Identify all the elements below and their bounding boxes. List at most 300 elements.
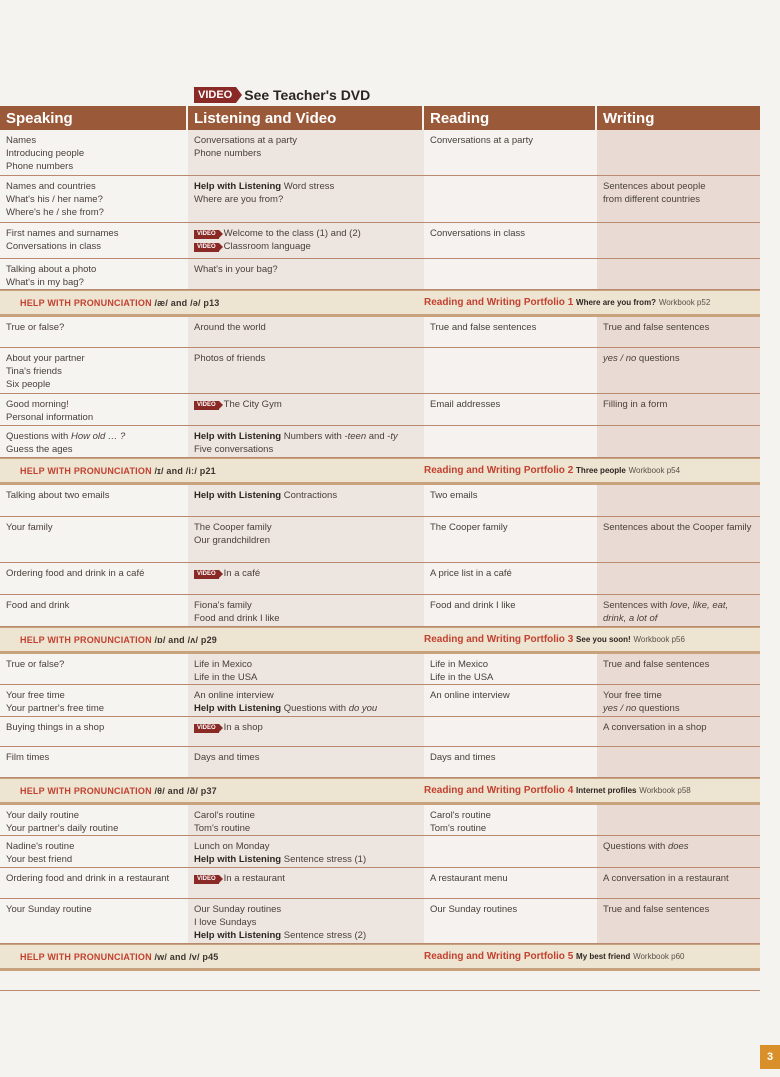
pron-symbol: /ə/ — [190, 297, 201, 308]
speaking-line: Your daily routine — [6, 810, 80, 821]
speaking-line — [6, 430, 184, 443]
reading-cell — [424, 348, 597, 393]
pron-page: p37 — [200, 785, 217, 796]
speaking-line: Talking about a photo — [6, 264, 97, 275]
table-row — [0, 595, 760, 627]
listening-line: Photos of friends — [194, 353, 266, 364]
help-topic: Word stress — [281, 181, 335, 192]
writing-part: Questions with — [603, 841, 668, 852]
portfolio-title: Where are you from? — [576, 298, 657, 307]
pron-heading: HELP WITH PRONUNCIATION — [20, 785, 152, 796]
listening-line: Conversations at a party — [194, 135, 297, 146]
pronunciation-label — [0, 635, 424, 645]
portfolio-heading: Reading and Writing Portfolio 1 — [424, 297, 574, 308]
portfolio-label — [424, 634, 685, 645]
speaking-italic: How old … ? — [70, 431, 126, 442]
reading-line: An online interview — [430, 690, 510, 701]
writing-line: True and false sentences — [603, 659, 710, 670]
pron-symbol: /v/ — [189, 951, 200, 962]
pron-and: and — [169, 951, 187, 962]
table-row — [0, 485, 760, 517]
reading-line: Food and drink I like — [430, 600, 516, 611]
speaking-line: What's his / her name? — [6, 194, 103, 205]
writing-cell — [597, 394, 760, 425]
reading-cell — [424, 394, 597, 425]
portfolio-workbook: Workbook p60 — [633, 952, 685, 961]
writing-line: True and false sentences — [603, 904, 710, 915]
listening-cell — [188, 654, 424, 684]
speaking-cell — [0, 259, 188, 289]
speaking-cell — [0, 485, 188, 516]
speaking-line: Buying things in a shop — [6, 722, 105, 733]
listening-cell — [188, 348, 424, 393]
speaking-text: Questions with — [6, 431, 71, 442]
reading-line: Email addresses — [430, 399, 501, 410]
video-line — [194, 240, 420, 253]
legend-text: See Teacher's DVD — [244, 87, 371, 103]
listening-cell — [188, 259, 424, 289]
speaking-line: Talking about two emails — [6, 490, 110, 501]
speaking-line: Where's he / she from? — [6, 207, 104, 218]
portfolio-heading: Reading and Writing Portfolio 3 — [424, 634, 574, 645]
reading-line: A price list in a café — [430, 568, 512, 579]
writing-line — [603, 352, 756, 365]
writing-cell — [597, 317, 760, 347]
help-label: Help with Listening — [194, 703, 282, 714]
table-row — [0, 685, 760, 717]
speaking-cell — [0, 685, 188, 716]
table-row — [0, 868, 760, 899]
help-with-listening — [194, 702, 420, 715]
reading-line: A restaurant menu — [430, 873, 508, 884]
speaking-cell — [0, 317, 188, 347]
writing-part: love, like, eat, — [670, 600, 729, 611]
help-topic-part: ty — [390, 431, 398, 442]
video-line — [194, 721, 420, 734]
help-topic: Sentence stress (2) — [281, 930, 367, 941]
pron-and: and — [167, 785, 185, 796]
speaking-line: Names — [6, 135, 37, 146]
speaking-cell — [0, 426, 188, 457]
writing-cell — [597, 517, 760, 562]
pronunciation-band — [0, 944, 760, 971]
listening-line: Where are you from? — [194, 194, 284, 205]
help-topic-part: and - — [366, 431, 391, 442]
listening-cell — [188, 130, 424, 175]
listening-line: Phone numbers — [194, 148, 262, 159]
listening-cell — [188, 394, 424, 425]
speaking-line: Phone numbers — [6, 161, 74, 172]
writing-part: yes / no — [603, 703, 637, 714]
reading-line: Our Sunday routines — [430, 904, 518, 915]
help-with-listening — [194, 180, 420, 193]
listening-line: Around the world — [194, 322, 266, 333]
writing-cell — [597, 685, 760, 716]
pron-page: p13 — [203, 297, 220, 308]
speaking-line: Good morning! — [6, 399, 69, 410]
writing-part: Sentences with — [603, 600, 671, 611]
pronunciation-band — [0, 458, 760, 485]
portfolio-workbook: Workbook p58 — [639, 786, 691, 795]
portfolio-heading: Reading and Writing Portfolio 2 — [424, 465, 574, 476]
header-reading: Reading — [424, 106, 597, 130]
speaking-cell — [0, 517, 188, 562]
reading-cell — [424, 317, 597, 347]
listening-cell — [188, 899, 424, 943]
reading-cell — [424, 426, 597, 457]
contents-table — [0, 106, 760, 971]
speaking-cell — [0, 176, 188, 222]
speaking-cell — [0, 595, 188, 626]
help-topic: Numbers with - — [281, 431, 348, 442]
portfolio-title: My best friend — [576, 952, 631, 961]
writing-line: Filling in a form — [603, 399, 668, 410]
listening-line: Fiona's family — [194, 600, 252, 611]
speaking-cell — [0, 836, 188, 867]
table-row — [0, 426, 760, 458]
reading-cell — [424, 176, 597, 222]
writing-cell — [597, 485, 760, 516]
video-badge: VIDEO — [194, 87, 236, 103]
listening-cell — [188, 868, 424, 898]
speaking-line: About your partner — [6, 353, 85, 364]
portfolio-label — [424, 465, 680, 476]
reading-line: Life in Mexico — [430, 659, 489, 670]
writing-line: drink, a lot of — [603, 613, 658, 624]
reading-cell — [424, 747, 597, 777]
writing-line: True and false sentences — [603, 322, 710, 333]
video-line — [194, 872, 420, 885]
speaking-line: Food and drink — [6, 600, 70, 611]
listening-line: Life in Mexico — [194, 659, 253, 670]
pron-symbol: /ʌ/ — [187, 634, 199, 645]
writing-line — [603, 599, 756, 612]
pronunciation-label — [0, 786, 424, 796]
listening-line: Life in the USA — [194, 672, 258, 683]
pron-symbol: /θ/ — [154, 785, 165, 796]
writing-line: A conversation in a restaurant — [603, 873, 729, 884]
video-line — [194, 227, 420, 240]
help-label: Help with Listening — [194, 431, 282, 442]
help-label: Help with Listening — [194, 930, 282, 941]
help-label: Help with Listening — [194, 490, 282, 501]
writing-part: yes / no — [603, 353, 637, 364]
help-topic: Questions with — [281, 703, 349, 714]
video-title: In a shop — [223, 722, 263, 733]
video-title: Welcome to the class (1) and (2) — [223, 228, 361, 239]
reading-cell — [424, 563, 597, 594]
portfolio-workbook: Workbook p56 — [633, 635, 685, 644]
writing-part: questions — [636, 703, 680, 714]
table-row — [0, 717, 760, 747]
speaking-cell — [0, 717, 188, 746]
help-label: Help with Listening — [194, 181, 282, 192]
help-label: Help with Listening — [194, 854, 282, 865]
listening-cell — [188, 836, 424, 867]
speaking-line: Your family — [6, 522, 53, 533]
writing-line: from different countries — [603, 194, 700, 205]
speaking-line: Your best friend — [6, 854, 73, 865]
pron-symbol: /ɒ/ — [154, 634, 166, 645]
listening-cell — [188, 485, 424, 516]
writing-cell — [597, 899, 760, 943]
pronunciation-band — [0, 627, 760, 654]
pron-page: p45 — [202, 951, 219, 962]
writing-cell — [597, 836, 760, 867]
listening-cell — [188, 426, 424, 457]
listening-line: Lunch on Monday — [194, 841, 270, 852]
reading-cell — [424, 259, 597, 289]
writing-cell — [597, 595, 760, 626]
video-line — [194, 567, 420, 580]
help-with-listening — [194, 853, 420, 866]
listening-line: Food and drink I like — [194, 613, 280, 624]
reading-cell — [424, 485, 597, 516]
reading-cell — [424, 685, 597, 716]
video-title: Classroom language — [223, 241, 311, 252]
portfolio-label — [424, 297, 710, 308]
video-badge: VIDEO — [194, 230, 219, 239]
listening-cell — [188, 563, 424, 594]
pron-heading: HELP WITH PRONUNCIATION — [20, 951, 152, 962]
writing-line: A conversation in a shop — [603, 722, 707, 733]
writing-line: Sentences about the Cooper family — [603, 522, 752, 533]
reading-line: Days and times — [430, 752, 496, 763]
reading-line: The Cooper family — [430, 522, 508, 533]
speaking-line: Your Sunday routine — [6, 904, 92, 915]
listening-cell — [188, 747, 424, 777]
reading-line: True and false sentences — [430, 322, 537, 333]
writing-part: questions — [636, 353, 680, 364]
help-with-listening — [194, 929, 420, 942]
reading-line: Conversations at a party — [430, 135, 533, 146]
listening-line: The Cooper family — [194, 522, 272, 533]
listening-line: I love Sundays — [194, 917, 257, 928]
pron-page: p21 — [199, 465, 216, 476]
pron-heading: HELP WITH PRONUNCIATION — [20, 634, 152, 645]
listening-cell — [188, 717, 424, 746]
table-row — [0, 805, 760, 836]
reading-line: Conversations in class — [430, 228, 526, 239]
pron-heading: HELP WITH PRONUNCIATION — [20, 465, 152, 476]
video-legend — [194, 86, 370, 104]
listening-line: Our grandchildren — [194, 535, 271, 546]
listening-line: Tom's routine — [194, 823, 251, 834]
speaking-cell — [0, 394, 188, 425]
help-with-listening — [194, 430, 420, 443]
header-speaking: Speaking — [0, 106, 188, 130]
listening-cell — [188, 223, 424, 258]
speaking-cell — [0, 654, 188, 684]
pronunciation-band — [0, 778, 760, 805]
video-badge: VIDEO — [194, 875, 219, 884]
table-row — [0, 836, 760, 868]
video-badge: VIDEO — [194, 401, 219, 410]
portfolio-workbook: Workbook p54 — [628, 466, 681, 475]
portfolio-title: Three people — [576, 466, 626, 475]
writing-cell — [597, 259, 760, 289]
reading-cell — [424, 836, 597, 867]
reading-cell — [424, 130, 597, 175]
speaking-cell — [0, 747, 188, 777]
help-topic-part: do you — [348, 703, 378, 714]
video-badge: VIDEO — [194, 243, 219, 252]
reading-line: Carol's routine — [430, 810, 491, 821]
page-number: 3 — [760, 1045, 780, 1069]
pronunciation-label — [0, 952, 424, 962]
writing-line: Sentences about people — [603, 181, 706, 192]
speaking-cell — [0, 223, 188, 258]
video-title: In a café — [223, 568, 261, 579]
video-title: In a restaurant — [223, 873, 285, 884]
reading-cell — [424, 595, 597, 626]
writing-cell — [597, 348, 760, 393]
speaking-line: True or false? — [6, 659, 65, 670]
speaking-line: Ordering food and drink in a café — [6, 568, 145, 579]
pron-symbol: /ð/ — [186, 785, 199, 796]
table-row — [0, 899, 760, 944]
speaking-line: Personal information — [6, 412, 94, 423]
video-line — [194, 398, 420, 411]
listening-line: An online interview — [194, 690, 274, 701]
listening-line: What's in your bag? — [194, 264, 278, 275]
pron-and: and — [170, 297, 188, 308]
writing-cell — [597, 717, 760, 746]
table-row — [0, 223, 760, 259]
listening-line: Carol's routine — [194, 810, 255, 821]
table-row — [0, 176, 760, 223]
listening-line: Five conversations — [194, 444, 274, 455]
listening-cell — [188, 805, 424, 835]
speaking-cell — [0, 868, 188, 898]
speaking-line: Tina's friends — [6, 366, 62, 377]
reading-cell — [424, 654, 597, 684]
table-row — [0, 317, 760, 348]
listening-cell — [188, 685, 424, 716]
help-topic: Contractions — [281, 490, 338, 501]
writing-cell — [597, 805, 760, 835]
reading-line: Two emails — [430, 490, 478, 501]
table-row — [0, 563, 760, 595]
speaking-cell — [0, 348, 188, 393]
portfolio-label — [424, 951, 685, 962]
reading-cell — [424, 223, 597, 258]
speaking-line: Ordering food and drink in a restaurant — [6, 873, 170, 884]
portfolio-workbook: Workbook p52 — [658, 298, 711, 307]
table-end-rule — [0, 990, 760, 991]
speaking-line: Conversations in class — [6, 241, 102, 252]
pron-heading: HELP WITH PRONUNCIATION — [20, 297, 152, 308]
video-badge: VIDEO — [194, 570, 219, 579]
table-row — [0, 747, 760, 778]
listening-cell — [188, 317, 424, 347]
listening-cell — [188, 176, 424, 222]
video-title: The City Gym — [223, 399, 282, 410]
speaking-line: Film times — [6, 752, 50, 763]
reading-cell — [424, 899, 597, 943]
speaking-line: Your free time — [6, 690, 65, 701]
reading-cell — [424, 805, 597, 835]
writing-cell — [597, 747, 760, 777]
speaking-cell — [0, 805, 188, 835]
writing-cell — [597, 563, 760, 594]
pronunciation-label — [0, 298, 424, 308]
listening-line: Our Sunday routines — [194, 904, 282, 915]
writing-line — [603, 702, 756, 715]
pron-and: and — [166, 465, 184, 476]
speaking-line: True or false? — [6, 322, 65, 333]
header-listening: Listening and Video — [188, 106, 424, 130]
listening-line: Days and times — [194, 752, 260, 763]
portfolio-title: See you soon! — [576, 635, 631, 644]
speaking-line: Introducing people — [6, 148, 85, 159]
table-row — [0, 259, 760, 290]
speaking-cell — [0, 563, 188, 594]
help-topic: Sentence stress (1) — [281, 854, 367, 865]
speaking-line: First names and surnames — [6, 228, 119, 239]
speaking-line: Names and countries — [6, 181, 96, 192]
reading-cell — [424, 717, 597, 746]
reading-line: Tom's routine — [430, 823, 487, 834]
writing-line: Your free time — [603, 690, 662, 701]
pron-and: and — [168, 634, 185, 645]
pron-symbol: /w/ — [154, 951, 168, 962]
portfolio-heading: Reading and Writing Portfolio 4 — [424, 785, 574, 796]
writing-cell — [597, 130, 760, 175]
writing-cell — [597, 426, 760, 457]
table-row — [0, 394, 760, 426]
header-writing: Writing — [603, 109, 655, 127]
pron-symbol: /iː/ — [185, 465, 198, 476]
video-badge: VIDEO — [194, 724, 219, 733]
pron-symbol: /æ/ — [154, 297, 169, 308]
writing-cell — [597, 868, 760, 898]
help-with-listening — [194, 489, 420, 502]
speaking-line: Nadine's routine — [6, 841, 75, 852]
pronunciation-label — [0, 466, 424, 476]
portfolio-title: Internet profiles — [576, 786, 637, 795]
reading-cell — [424, 517, 597, 562]
table-row — [0, 130, 760, 176]
table-row — [0, 654, 760, 685]
speaking-line: What's in my bag? — [6, 277, 84, 288]
listening-cell — [188, 517, 424, 562]
writing-cell — [597, 654, 760, 684]
writing-part: does — [667, 841, 689, 852]
speaking-line: Guess the ages — [6, 444, 73, 455]
help-topic-part: teen — [347, 431, 367, 442]
writing-cell — [597, 223, 760, 258]
speaking-cell — [0, 899, 188, 943]
listening-cell — [188, 595, 424, 626]
writing-line — [603, 840, 756, 853]
speaking-line: Your partner's free time — [6, 703, 105, 714]
pron-symbol: /ɪ/ — [154, 465, 164, 476]
speaking-cell — [0, 130, 188, 175]
speaking-line: Your partner's daily routine — [6, 823, 119, 834]
reading-cell — [424, 868, 597, 898]
table-header — [0, 106, 760, 130]
portfolio-heading: Reading and Writing Portfolio 5 — [424, 951, 574, 962]
table-row — [0, 517, 760, 563]
pronunciation-band — [0, 290, 760, 317]
pron-page: p29 — [200, 634, 218, 645]
table-row — [0, 348, 760, 394]
writing-cell — [597, 176, 760, 222]
table-body — [0, 130, 760, 971]
reading-line: Life in the USA — [430, 672, 494, 683]
portfolio-label — [424, 785, 691, 796]
